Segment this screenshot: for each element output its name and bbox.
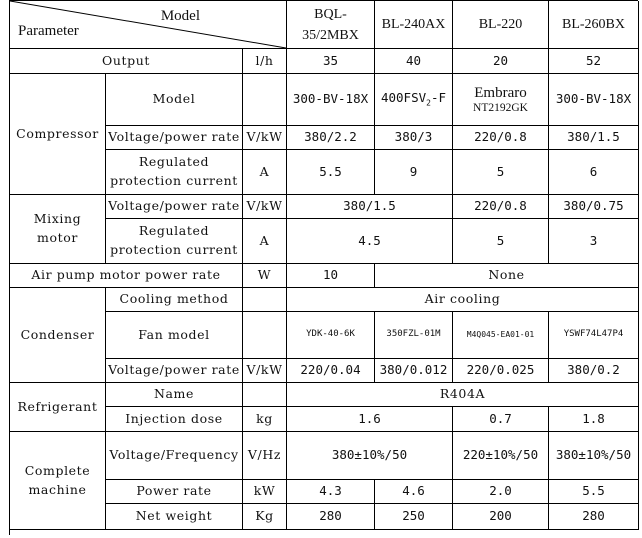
air-pump-label: Air pump motor power rate (10, 264, 243, 288)
refrigerant-name-value: R404A (287, 383, 639, 407)
refrigerant-group-label: Refrigerant (10, 383, 106, 432)
condenser-voltage-4: 380/0.2 (549, 359, 639, 383)
compressor-voltage-3: 220/0.8 (453, 126, 549, 150)
fan-model-2: 350FZL-01M (375, 312, 453, 359)
net-weight-3: 200 (453, 504, 549, 530)
fan-model-4: YSWF74L47P4 (549, 312, 639, 359)
output-label: Output (10, 49, 243, 74)
subscript-digit: 2 (426, 98, 431, 108)
compressor-model-3-brand: Embraro (474, 84, 527, 101)
frequency-3: 220±10%/50 (453, 432, 549, 480)
output-value-2: 40 (375, 49, 453, 74)
compressor-voltage-label: Voltage/power rate (106, 126, 243, 150)
mixing-current-shared: 4.5 (287, 219, 453, 264)
frequency-label: Voltage/Frequency (106, 432, 243, 480)
header-corner-cell (10, 1, 287, 49)
compressor-current-label-line2: protection current (110, 173, 238, 188)
net-weight-1: 280 (287, 504, 375, 530)
compressor-voltage-2: 380/3 (375, 126, 453, 150)
compressor-model-3 (453, 74, 549, 126)
compressor-model-label: Model (106, 74, 243, 126)
condenser-voltage-2: 380/0.012 (375, 359, 453, 383)
frequency-unit: V/Hz (243, 432, 287, 480)
parameter-header-label: Parameter (18, 22, 79, 39)
cooling-method-unit (243, 288, 287, 312)
complete-machine-label-line2: machine (28, 481, 87, 497)
output-value-4: 52 (549, 49, 639, 74)
cooling-method-value: Air cooling (287, 288, 639, 312)
net-weight-2: 250 (375, 504, 453, 530)
net-weight-label: Net weight (106, 504, 243, 530)
mixing-motor-group-label: Mixing motor (10, 195, 106, 264)
cooling-method-label: Cooling method (106, 288, 243, 312)
compressor-model-4: 300-BV-18X (549, 74, 639, 126)
injection-dose-shared: 1.6 (287, 407, 453, 432)
injection-dose-3: 0.7 (453, 407, 549, 432)
condenser-voltage-label: Voltage/power rate (106, 359, 243, 383)
compressor-current-3: 5 (453, 150, 549, 195)
mixing-voltage-unit: V/kW (243, 195, 287, 219)
refrigerant-name-label: Name (106, 383, 243, 407)
compressor-current-4: 6 (549, 150, 639, 195)
power-rate-label: Power rate (106, 480, 243, 504)
compressor-current-label (106, 150, 243, 195)
compressor-voltage-4: 380/1.5 (549, 126, 639, 150)
mixing-voltage-label: Voltage/power rate (106, 195, 243, 219)
model-header-3: BL-220 (453, 1, 549, 49)
net-weight-4: 280 (549, 504, 639, 530)
compressor-group-label: Compressor (10, 74, 106, 195)
fan-model-unit (243, 312, 287, 359)
compressor-model-unit (243, 74, 287, 126)
injection-dose-unit: kg (243, 407, 287, 432)
mixing-current-label (106, 219, 243, 264)
power-rate-1: 4.3 (287, 480, 375, 504)
power-rate-4: 5.5 (549, 480, 639, 504)
compressor-model-2-text: $400FSV_2-F$ (380, 90, 447, 108)
parameter-table (9, 0, 638, 535)
air-pump-value-rest: None (375, 264, 639, 288)
model-header-label: Model (160, 8, 200, 24)
mixing-current-unit: A (243, 219, 287, 264)
condenser-group-label: Condenser (10, 288, 106, 383)
mixing-current-label-line2: protection current (110, 242, 238, 257)
injection-dose-4: 1.8 (549, 407, 639, 432)
power-rate-2: 4.6 (375, 480, 453, 504)
power-rate-3: 2.0 (453, 480, 549, 504)
mixing-voltage-4: 380/0.75 (549, 195, 639, 219)
compressor-model-2 (375, 74, 453, 126)
compressor-model-1: 300-BV-18X (287, 74, 375, 126)
condenser-voltage-3: 220/0.025 (453, 359, 549, 383)
frequency-shared: 380±10%/50 (287, 432, 453, 480)
compressor-current-1: 5.5 (287, 150, 375, 195)
mixing-current-3: 5 (453, 219, 549, 264)
output-value-3: 20 (453, 49, 549, 74)
mixing-voltage-shared: 380/1.5 (287, 195, 453, 219)
output-value-1: 35 (287, 49, 375, 74)
compressor-voltage-unit: V/kW (243, 126, 287, 150)
frequency-4: 380±10%/50 (549, 432, 639, 480)
compressor-current-label-line1: Regulated (138, 154, 210, 170)
net-weight-unit: Kg (243, 504, 287, 530)
model-header-2: BL-240AX (375, 1, 453, 49)
mixing-voltage-3: 220/0.8 (453, 195, 549, 219)
air-pump-unit: W (243, 264, 287, 288)
condenser-voltage-1: 220/0.04 (287, 359, 375, 383)
model-header-1: BQL-35/2MBX (287, 1, 375, 49)
compressor-current-2: 9 (375, 150, 453, 195)
injection-dose-label: Injection dose (106, 407, 243, 432)
output-unit: l/h (243, 49, 287, 74)
complete-machine-label-line1: Complete (24, 462, 91, 478)
complete-machine-group-label (10, 432, 106, 530)
fan-model-3: M4Q045-EA01-01 (453, 312, 549, 359)
fan-model-label: Fan model (106, 312, 243, 359)
compressor-voltage-1: 380/2.2 (287, 126, 375, 150)
condenser-voltage-unit: V/kW (243, 359, 287, 383)
air-pump-value-1: 10 (287, 264, 375, 288)
model-header-4: BL-260BX (549, 1, 639, 49)
power-rate-unit: kW (243, 480, 287, 504)
refrigerant-name-unit (243, 383, 287, 407)
mixing-current-4: 3 (549, 219, 639, 264)
fan-model-1: YDK-40-6K (287, 312, 375, 359)
compressor-current-unit: A (243, 150, 287, 195)
compressor-model-3-code: NT2192GK (473, 101, 528, 114)
mixing-current-label-line1: Regulated (138, 223, 210, 239)
